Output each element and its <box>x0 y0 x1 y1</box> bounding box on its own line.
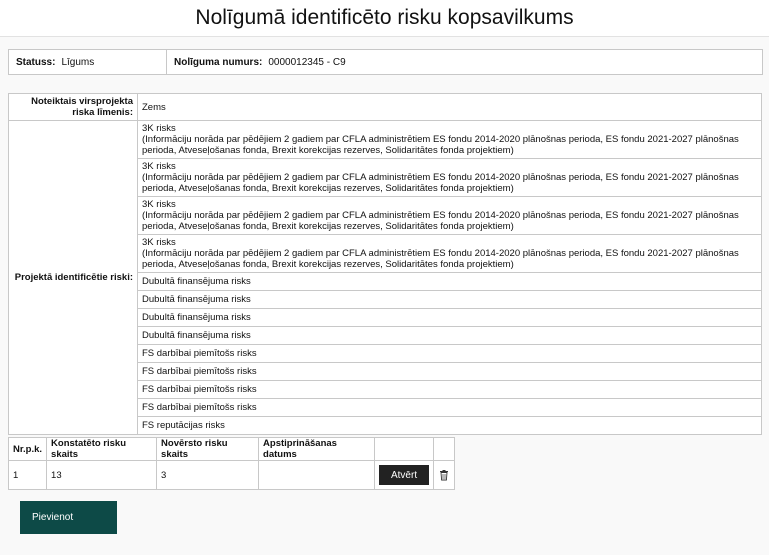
risk-item-name: Dubultā finansējuma risks <box>142 312 251 323</box>
row-nr: 1 <box>9 461 47 490</box>
row-approval-date <box>259 461 375 490</box>
title-bar <box>0 0 769 37</box>
col-delete-header <box>434 438 455 461</box>
status-box <box>8 49 763 75</box>
row-resolved-count: 3 <box>157 461 259 490</box>
risk-item <box>138 235 762 273</box>
status-value: Līgums <box>61 56 95 68</box>
risk-item-name: Dubultā finansējuma risks <box>142 276 251 287</box>
risk-item <box>138 197 762 235</box>
risk-item <box>138 327 762 345</box>
contract-number-cell <box>167 50 346 74</box>
risk-item-name: Dubultā finansējuma risks <box>142 294 251 305</box>
add-button[interactable]: Pievienot <box>20 501 117 534</box>
risk-item <box>138 417 762 435</box>
risk-item-name: 3K risks <box>142 123 176 134</box>
col-date-header: Apstiprināšanas datums <box>259 438 375 461</box>
row-action-cell <box>375 461 434 490</box>
risk-level-row <box>9 94 762 121</box>
open-button[interactable]: Atvērt <box>379 465 429 485</box>
row-delete-cell <box>434 461 455 490</box>
status-label: Statuss: <box>16 56 56 68</box>
risk-item-detail: (Informāciju norāda par pēdējiem 2 gadiem par CFLA administrētiem ES fondu 2014-2020 plānošnas perioda, ES fondu 2021-2027 plānošnas perioda, Atveseļošanas fonda, Brexit korekcijas rezerves, Solidaritātes fonda projektiem) <box>142 172 739 194</box>
risk-row <box>9 121 762 159</box>
risk-item <box>138 291 762 309</box>
status-cell <box>9 50 167 74</box>
risk-item <box>138 381 762 399</box>
risk-item-name: Dubultā finansējuma risks <box>142 330 251 341</box>
risk-item-name: FS darbībai piemītošs risks <box>142 366 257 377</box>
risk-item <box>138 345 762 363</box>
row-found-count: 13 <box>47 461 157 490</box>
risk-item-name: FS darbībai piemītošs risks <box>142 384 257 395</box>
risk-item-detail: (Informāciju norāda par pēdējiem 2 gadiem par CFLA administrētiem ES fondu 2014-2020 plānošnas perioda, ES fondu 2021-2027 plānošnas perioda, Atveseļošanas fonda, Brexit korekcijas rezerves, Solidaritātes fonda projektiem) <box>142 210 739 232</box>
risk-item-name: 3K risks <box>142 161 176 172</box>
identified-risks-label: Projektā identificētie riski: <box>9 121 138 435</box>
contract-number-label: Nolīguma numurs: <box>174 56 263 68</box>
risk-level-value: Zems <box>138 94 762 121</box>
summary-header-row <box>9 438 455 461</box>
risk-item <box>138 121 762 159</box>
risk-item-name: 3K risks <box>142 237 176 248</box>
risk-item-detail: (Informāciju norāda par pēdējiem 2 gadiem par CFLA administrētiem ES fondu 2014-2020 plānošnas perioda, ES fondu 2021-2027 plānošnas perioda, Atveseļošanas fonda, Brexit korekcijas rezerves, Solidaritātes fonda projektiem) <box>142 248 739 270</box>
trash-icon[interactable] <box>438 469 450 481</box>
risk-item-detail: (Informāciju norāda par pēdējiem 2 gadiem par CFLA administrētiem ES fondu 2014-2020 plānošnas perioda, ES fondu 2021-2027 plānošnas perioda, Atveseļošanas fonda, Brexit korekcijas rezerves, Solidaritātes fonda projektiem) <box>142 134 739 156</box>
risk-item <box>138 363 762 381</box>
risk-item <box>138 399 762 417</box>
summary-table <box>8 437 455 490</box>
summary-row <box>9 461 455 490</box>
risk-level-label: Noteiktais virsprojekta riska līmenis: <box>9 94 138 121</box>
risk-item <box>138 159 762 197</box>
col-resolved-header: Novērsto risku skaits <box>157 438 259 461</box>
risk-item-name: 3K risks <box>142 199 176 210</box>
risk-item-name: FS darbībai piemītošs risks <box>142 402 257 413</box>
col-nr-header: Nr.p.k. <box>9 438 47 461</box>
risk-table <box>8 93 762 435</box>
col-action-header <box>375 438 434 461</box>
risk-item <box>138 273 762 291</box>
risk-item-name: FS darbībai piemītošs risks <box>142 348 257 359</box>
col-found-header: Konstatēto risku skaits <box>47 438 157 461</box>
page-title: Nolīgumā identificēto risku kopsavilkums <box>195 6 574 29</box>
risk-item-name: FS reputācijas risks <box>142 420 225 431</box>
contract-number-value: 0000012345 - C9 <box>268 56 346 68</box>
risk-item <box>138 309 762 327</box>
